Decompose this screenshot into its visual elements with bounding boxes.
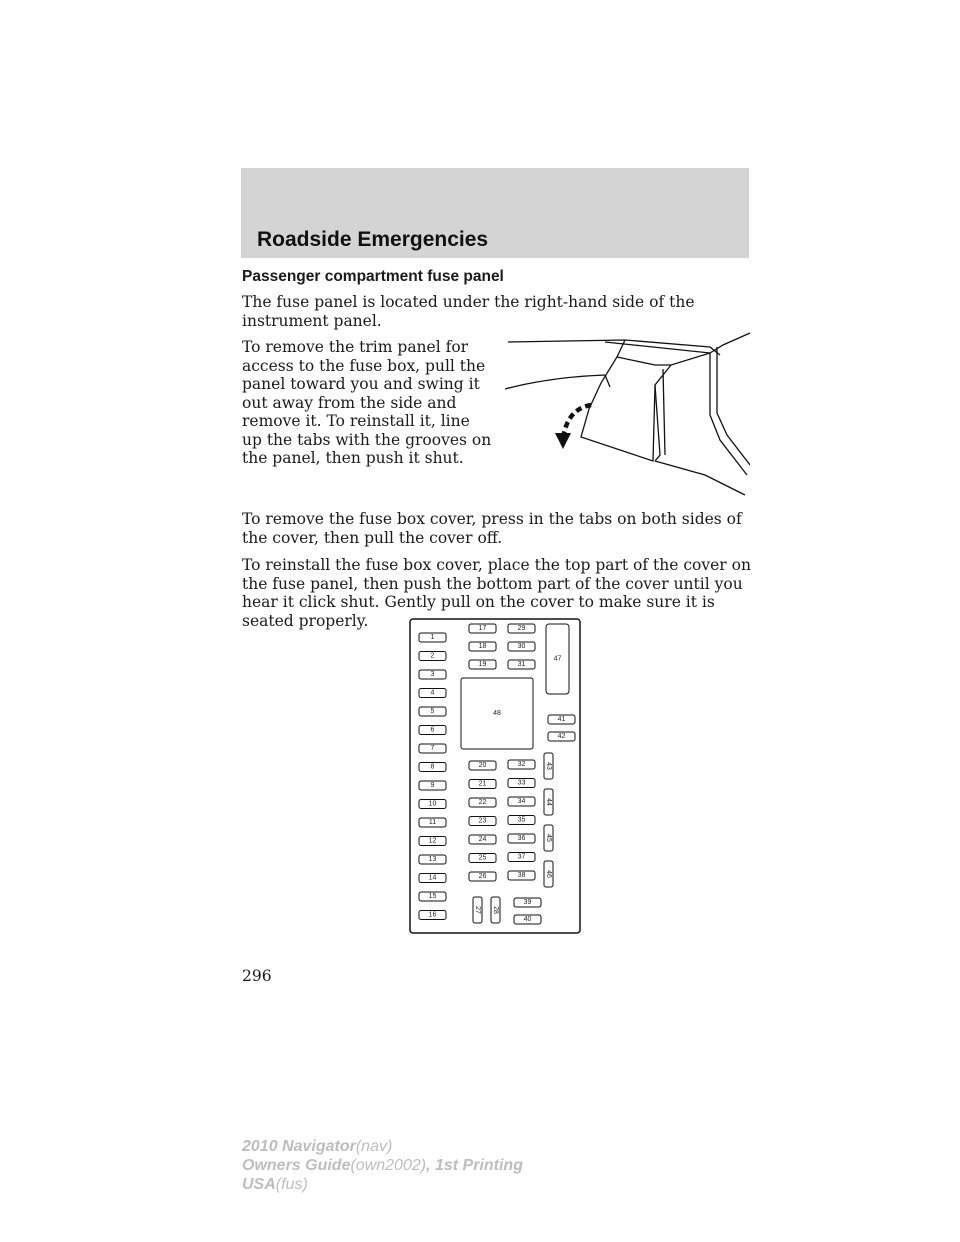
section-header-band [241, 168, 749, 258]
fuse-label-44: 44 [545, 798, 552, 806]
fuse-35 [508, 816, 535, 825]
fuse-label-40: 40 [523, 916, 532, 923]
fuse-label-25: 25 [478, 854, 487, 862]
fuse-label-17: 17 [478, 625, 487, 632]
footer-market-code: (fus) [275, 1176, 308, 1193]
fuse-label-32: 32 [517, 761, 526, 768]
fuse-label-4: 4 [430, 689, 435, 697]
arrow-head-icon [555, 433, 571, 449]
fuse-label-27: 27 [474, 906, 481, 914]
fuse-label-35: 35 [517, 816, 526, 824]
fuse-label-30: 30 [517, 643, 526, 650]
fuse-15 [419, 892, 446, 901]
fuse-18 [469, 642, 496, 651]
footer-model-code: (nav) [355, 1138, 393, 1155]
fuse-label-7: 7 [430, 745, 435, 752]
paragraph-reinstall-cover: To reinstall the fuse box cover, place the top part of the cover on the fuse panel, then push the bottom part of the cover until you hear it click shut. Gently pull on the cover to make sure it is seated properly. [242, 556, 751, 630]
fuse-38 [508, 871, 535, 880]
paragraph-location: The fuse panel is located under the right-hand side of the instrument panel. [242, 293, 695, 330]
fuse-45 [544, 825, 553, 851]
paragraph-remove-cover: To remove the fuse box cover, press in the tabs on both sides of the cover, then pull the cover off. [242, 510, 742, 547]
fuse-label-19: 19 [478, 661, 487, 668]
footer-model: 2010 Navigator [242, 1138, 356, 1155]
section-heading: Passenger compartment fuse panel [242, 268, 504, 285]
fuse-label-46: 46 [545, 870, 552, 878]
fuse-label-1: 1 [430, 634, 435, 641]
fuse-label-3: 3 [430, 671, 435, 678]
fuse-47 [546, 624, 569, 694]
fuse-24 [469, 835, 496, 844]
fuse-label-34: 34 [517, 798, 526, 805]
fuse-25 [469, 854, 496, 863]
fuse-43 [544, 753, 553, 779]
fuse-label-29: 29 [517, 625, 526, 632]
fuse-4 [419, 689, 446, 698]
trim-panel-illustration [505, 325, 750, 500]
fuse-37 [508, 853, 535, 862]
fuse-label-22: 22 [478, 799, 487, 806]
fuse-label-16: 16 [428, 911, 437, 919]
fuse-40 [514, 915, 541, 924]
fuse-41 [548, 715, 575, 724]
fuse-label-26: 26 [478, 873, 487, 880]
footer-printing: , 1st Printing [426, 1157, 523, 1174]
footer-market: USA [242, 1176, 276, 1193]
fuse-label-14: 14 [428, 874, 437, 882]
fuse-label-23: 23 [478, 817, 487, 825]
fuse-label-12: 12 [428, 837, 437, 845]
fuse-label-38: 38 [517, 872, 526, 879]
fuse-label-18: 18 [478, 643, 487, 650]
fuse-panel-diagram [409, 618, 581, 934]
page-number: 296 [242, 967, 272, 985]
fuse-32 [508, 760, 535, 769]
fuse-9 [419, 781, 446, 790]
fuse-label-21: 21 [478, 780, 487, 788]
fuse-16 [419, 911, 446, 920]
fuse-12 [419, 837, 446, 846]
footer-imprint [242, 1137, 523, 1194]
fuse-label-45: 45 [545, 834, 552, 842]
fuse-label-10: 10 [428, 800, 437, 808]
fuse-6 [419, 726, 446, 735]
fuse-label-15: 15 [428, 893, 437, 900]
fuse-label-47: 47 [553, 655, 562, 663]
fuse-48 [461, 678, 533, 749]
fuse-label-37: 37 [517, 853, 526, 861]
fuse-5 [419, 707, 446, 716]
fuse-7 [419, 744, 446, 753]
fuse-label-11: 11 [428, 819, 437, 826]
fuse-label-28: 28 [492, 906, 499, 914]
fuse-10 [419, 800, 446, 809]
fuse-label-24: 24 [478, 836, 487, 843]
footer-guide: Owners Guide [242, 1157, 351, 1174]
fuse-label-8: 8 [430, 763, 435, 771]
fuse-44 [544, 789, 553, 815]
fuse-label-20: 20 [478, 762, 487, 769]
fuse-label-41: 41 [557, 716, 566, 723]
fuse-label-43: 43 [545, 762, 552, 770]
fuse-label-36: 36 [517, 835, 526, 842]
fuse-34 [508, 797, 535, 806]
fuse-28 [491, 897, 500, 923]
fuse-label-5: 5 [430, 708, 435, 715]
fuse-14 [419, 874, 446, 883]
fuse-13 [419, 855, 446, 864]
fuse-29 [508, 624, 535, 633]
fuse-8 [419, 763, 446, 772]
fuse-39 [514, 898, 541, 907]
fuse-17 [469, 624, 496, 633]
fuse-1 [419, 633, 446, 642]
fuse-36 [508, 834, 535, 843]
section-header-title: Roadside Emergencies [257, 228, 489, 251]
footer-guide-code: (own2002) [350, 1157, 427, 1174]
fuse-label-9: 9 [430, 782, 435, 789]
fuse-23 [469, 817, 496, 826]
fuse-label-48: 48 [493, 710, 501, 717]
fuse-label-31: 31 [517, 661, 526, 668]
fuse-27 [473, 897, 482, 923]
fuse-20 [469, 761, 496, 770]
fuse-label-6: 6 [430, 726, 435, 734]
fuse-label-39: 39 [523, 899, 532, 906]
fuse-19 [469, 660, 496, 669]
fuse-label-33: 33 [517, 779, 526, 787]
paragraph-trim-panel: To remove the trim panel for access to the fuse box, pull the panel toward you and swing it out away from the side and remove it. To reinstall it, line up the tabs with the grooves on the panel, then push it shut. [242, 338, 492, 467]
fuse-21 [469, 780, 496, 789]
fuse-31 [508, 660, 535, 669]
fuse-22 [469, 798, 496, 807]
fuse-3 [419, 670, 446, 679]
fuse-30 [508, 642, 535, 651]
fuse-2 [419, 652, 446, 661]
fuse-33 [508, 779, 535, 788]
fuse-label-13: 13 [428, 856, 437, 863]
fuse-11 [419, 818, 446, 827]
fuse-26 [469, 872, 496, 881]
fuse-label-42: 42 [557, 733, 566, 740]
fuse-42 [548, 732, 575, 741]
fuse-label-2: 2 [430, 652, 435, 660]
fuse-46 [544, 861, 553, 887]
